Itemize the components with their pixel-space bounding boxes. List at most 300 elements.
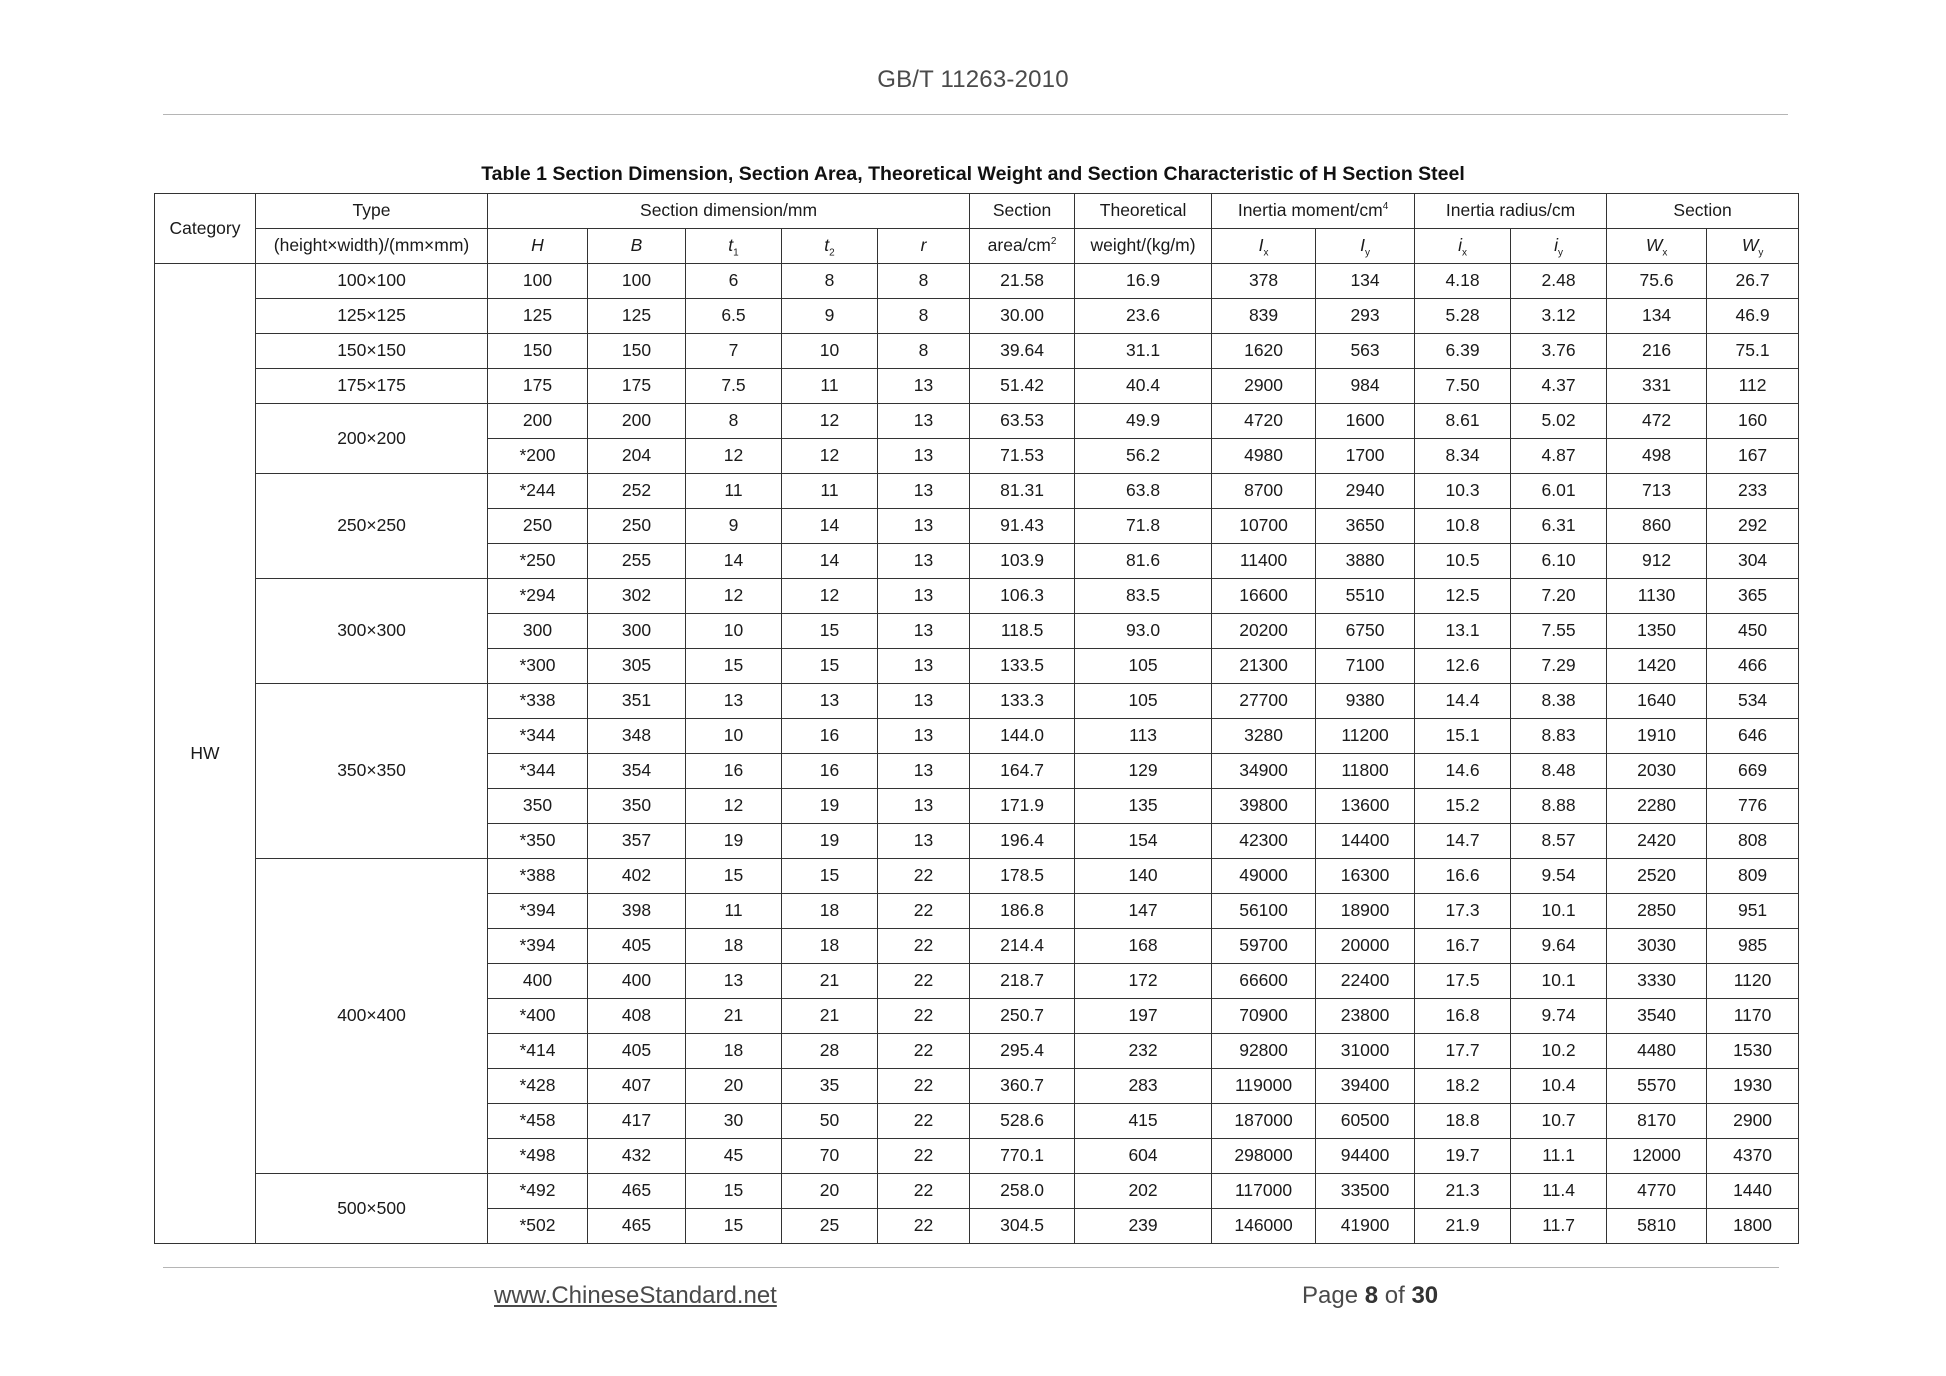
table-cell: 304.5 xyxy=(970,1209,1075,1244)
col-B: B xyxy=(588,229,686,264)
table-cell: 11.1 xyxy=(1511,1139,1607,1174)
table-cell: 15.2 xyxy=(1415,789,1511,824)
table-cell: 22400 xyxy=(1316,964,1415,999)
table-cell: 1120 xyxy=(1707,964,1799,999)
table-cell: 22 xyxy=(878,929,970,964)
table-cell: 106.3 xyxy=(970,579,1075,614)
table-cell: 13 xyxy=(878,824,970,859)
col-type-line1: Type xyxy=(256,194,488,229)
table-cell: 12.5 xyxy=(1415,579,1511,614)
table-cell: *394 xyxy=(488,894,588,929)
h-section-steel-table xyxy=(154,193,1799,1244)
table-cell: 15 xyxy=(686,649,782,684)
table-cell: 13.1 xyxy=(1415,614,1511,649)
col-category: Category xyxy=(155,194,256,264)
table-cell: 164.7 xyxy=(970,754,1075,789)
table-cell: 30.00 xyxy=(970,299,1075,334)
table-cell: 4370 xyxy=(1707,1139,1799,1174)
table-body xyxy=(155,264,1799,1244)
table-cell: 10.1 xyxy=(1511,894,1607,929)
col-iy: $i_y$ xyxy=(1511,229,1607,264)
table-cell: 15 xyxy=(782,859,878,894)
table-cell: 465 xyxy=(588,1209,686,1244)
table-cell: 8 xyxy=(686,404,782,439)
table-cell: 1800 xyxy=(1707,1209,1799,1244)
col-weight-line2: weight/(kg/m) xyxy=(1075,229,1212,264)
table-cell: 16 xyxy=(782,754,878,789)
type-cell: 100×100 xyxy=(256,264,488,299)
table-cell: 46.9 xyxy=(1707,299,1799,334)
col-section-modulus: Section xyxy=(1607,194,1799,229)
col-section-dimension: Section dimension/mm xyxy=(488,194,970,229)
table-cell: 3280 xyxy=(1212,719,1316,754)
table-cell: 13 xyxy=(686,964,782,999)
table-cell: 669 xyxy=(1707,754,1799,789)
table-cell: 18.2 xyxy=(1415,1069,1511,1104)
table-cell: 239 xyxy=(1075,1209,1212,1244)
table-cell: 49000 xyxy=(1212,859,1316,894)
table-cell: 13 xyxy=(878,544,970,579)
table-cell: 432 xyxy=(588,1139,686,1174)
type-cell: 350×350 xyxy=(256,684,488,859)
table-cell: 13 xyxy=(782,684,878,719)
table-cell: 7.50 xyxy=(1415,369,1511,404)
table-cell: 12 xyxy=(686,789,782,824)
table-cell: 5.28 xyxy=(1415,299,1511,334)
table-cell: *458 xyxy=(488,1104,588,1139)
table-cell: 302 xyxy=(588,579,686,614)
table-cell: 16.7 xyxy=(1415,929,1511,964)
table-cell: 22 xyxy=(878,964,970,999)
table-cell: 7 xyxy=(686,334,782,369)
page-word: Page xyxy=(1302,1282,1359,1309)
table-cell: 10.1 xyxy=(1511,964,1607,999)
table-cell: 16600 xyxy=(1212,579,1316,614)
table-cell: 14 xyxy=(782,544,878,579)
table-cell: 17.7 xyxy=(1415,1034,1511,1069)
table-cell: 365 xyxy=(1707,579,1799,614)
table-cell: 354 xyxy=(588,754,686,789)
table-cell: 15 xyxy=(782,614,878,649)
table-cell: 304 xyxy=(1707,544,1799,579)
table-cell: 10.5 xyxy=(1415,544,1511,579)
table-cell: 175 xyxy=(488,369,588,404)
table-cell: 70 xyxy=(782,1139,878,1174)
table-cell: 28 xyxy=(782,1034,878,1069)
table-cell: 2280 xyxy=(1607,789,1707,824)
table-cell: 10.3 xyxy=(1415,474,1511,509)
col-t2: $t_2$ xyxy=(782,229,878,264)
page-indicator xyxy=(1302,1282,1438,1310)
table-cell: 809 xyxy=(1707,859,1799,894)
table-cell: 100 xyxy=(488,264,588,299)
table-cell: 92800 xyxy=(1212,1034,1316,1069)
table-cell: 17.5 xyxy=(1415,964,1511,999)
table-cell: 7.5 xyxy=(686,369,782,404)
table-cell: 1640 xyxy=(1607,684,1707,719)
table-cell: 13 xyxy=(686,684,782,719)
table-cell: 300 xyxy=(588,614,686,649)
table-cell: *344 xyxy=(488,719,588,754)
table-cell: 839 xyxy=(1212,299,1316,334)
table-cell: 13 xyxy=(878,719,970,754)
table-cell: 22 xyxy=(878,1069,970,1104)
table-cell: 14.4 xyxy=(1415,684,1511,719)
table-cell: 31000 xyxy=(1316,1034,1415,1069)
table-cell: 12.6 xyxy=(1415,649,1511,684)
table-cell: 75.6 xyxy=(1607,264,1707,299)
table-cell: 13 xyxy=(878,789,970,824)
table-cell: 21.9 xyxy=(1415,1209,1511,1244)
table-cell: 42300 xyxy=(1212,824,1316,859)
table-cell: 9 xyxy=(686,509,782,544)
table-cell: 400 xyxy=(588,964,686,999)
table-cell: 5510 xyxy=(1316,579,1415,614)
table-cell: 56100 xyxy=(1212,894,1316,929)
col-type-line2: (height×width)/(mm×mm) xyxy=(256,229,488,264)
table-cell: 135 xyxy=(1075,789,1212,824)
table-cell: 4.18 xyxy=(1415,264,1511,299)
table-cell: 7.20 xyxy=(1511,579,1607,614)
table-cell: 9.74 xyxy=(1511,999,1607,1034)
table-cell: *388 xyxy=(488,859,588,894)
table-container xyxy=(154,193,1798,1244)
table-row xyxy=(155,264,1799,299)
table-cell: 14400 xyxy=(1316,824,1415,859)
table-cell: 378 xyxy=(1212,264,1316,299)
table-cell: 17.3 xyxy=(1415,894,1511,929)
table-cell: 20000 xyxy=(1316,929,1415,964)
table-cell: 23800 xyxy=(1316,999,1415,1034)
table-cell: 11200 xyxy=(1316,719,1415,754)
table-cell: 8 xyxy=(782,264,878,299)
table-cell: 129 xyxy=(1075,754,1212,789)
table-cell: 1130 xyxy=(1607,579,1707,614)
table-cell: 10.4 xyxy=(1511,1069,1607,1104)
col-Ix: $I_x$ xyxy=(1212,229,1316,264)
table-cell: 197 xyxy=(1075,999,1212,1034)
table-cell: 34900 xyxy=(1212,754,1316,789)
col-Wy: $W_y$ xyxy=(1707,229,1799,264)
type-cell: 175×175 xyxy=(256,369,488,404)
table-cell: 105 xyxy=(1075,649,1212,684)
table-cell: 175 xyxy=(588,369,686,404)
table-cell: 646 xyxy=(1707,719,1799,754)
table-cell: 214.4 xyxy=(970,929,1075,964)
table-cell: 16.6 xyxy=(1415,859,1511,894)
type-cell: 200×200 xyxy=(256,404,488,474)
table-row xyxy=(155,1174,1799,1209)
table-cell: 5810 xyxy=(1607,1209,1707,1244)
table-cell: 985 xyxy=(1707,929,1799,964)
table-cell: 8.57 xyxy=(1511,824,1607,859)
table-cell: 119000 xyxy=(1212,1069,1316,1104)
type-cell: 250×250 xyxy=(256,474,488,579)
table-cell: 351 xyxy=(588,684,686,719)
table-cell: 49.9 xyxy=(1075,404,1212,439)
table-cell: 51.42 xyxy=(970,369,1075,404)
table-cell: 6.39 xyxy=(1415,334,1511,369)
table-cell: 465 xyxy=(588,1174,686,1209)
table-cell: 113 xyxy=(1075,719,1212,754)
table-cell: 171.9 xyxy=(970,789,1075,824)
table-cell: 9380 xyxy=(1316,684,1415,719)
table-cell: *502 xyxy=(488,1209,588,1244)
col-weight-line1: Theoretical xyxy=(1075,194,1212,229)
table-cell: 144.0 xyxy=(970,719,1075,754)
table-cell: 8 xyxy=(878,299,970,334)
table-cell: 13600 xyxy=(1316,789,1415,824)
table-cell: 16.9 xyxy=(1075,264,1212,299)
table-cell: 11.7 xyxy=(1511,1209,1607,1244)
table-cell: 233 xyxy=(1707,474,1799,509)
table-cell: 4.87 xyxy=(1511,439,1607,474)
table-cell: 19.7 xyxy=(1415,1139,1511,1174)
table-row xyxy=(155,369,1799,404)
table-cell: 22 xyxy=(878,999,970,1034)
table-cell: 13 xyxy=(878,684,970,719)
table-cell: 91.43 xyxy=(970,509,1075,544)
table-cell: 13 xyxy=(878,579,970,614)
table-cell: 2900 xyxy=(1212,369,1316,404)
table-cell: 154 xyxy=(1075,824,1212,859)
table-cell: 408 xyxy=(588,999,686,1034)
table-cell: 150 xyxy=(488,334,588,369)
website-link[interactable]: www.ChineseStandard.net xyxy=(494,1282,777,1309)
table-cell: 11 xyxy=(782,369,878,404)
col-Iy: $I_y$ xyxy=(1316,229,1415,264)
table-cell: 20200 xyxy=(1212,614,1316,649)
page-number: 8 xyxy=(1364,1282,1379,1309)
table-cell: 13 xyxy=(878,509,970,544)
col-inertia-radius: Inertia radius/cm xyxy=(1415,194,1607,229)
table-cell: 81.31 xyxy=(970,474,1075,509)
table-cell: 13 xyxy=(878,754,970,789)
table-cell: 21 xyxy=(782,999,878,1034)
table-cell: 56.2 xyxy=(1075,439,1212,474)
table-cell: 2520 xyxy=(1607,859,1707,894)
table-cell: 25 xyxy=(782,1209,878,1244)
table-cell: 41900 xyxy=(1316,1209,1415,1244)
table-cell: 66600 xyxy=(1212,964,1316,999)
table-cell: 70900 xyxy=(1212,999,1316,1034)
table-cell: 7.55 xyxy=(1511,614,1607,649)
table-cell: 6750 xyxy=(1316,614,1415,649)
table-cell: 204 xyxy=(588,439,686,474)
table-cell: *400 xyxy=(488,999,588,1034)
table-cell: 528.6 xyxy=(970,1104,1075,1139)
col-inertia-moment: Inertia moment/$cm^4$ xyxy=(1212,194,1415,229)
table-cell: 300 xyxy=(488,614,588,649)
table-cell: 10 xyxy=(686,614,782,649)
table-cell: 713 xyxy=(1607,474,1707,509)
table-cell: 15 xyxy=(686,1209,782,1244)
table-cell: 94400 xyxy=(1316,1139,1415,1174)
table-cell: 178.5 xyxy=(970,859,1075,894)
table-cell: 50 xyxy=(782,1104,878,1139)
table-cell: *344 xyxy=(488,754,588,789)
table-cell: 19 xyxy=(782,824,878,859)
table-cell: 186.8 xyxy=(970,894,1075,929)
table-cell: 1530 xyxy=(1707,1034,1799,1069)
table-cell: 172 xyxy=(1075,964,1212,999)
table-cell: 8 xyxy=(878,334,970,369)
table-cell: 11 xyxy=(686,474,782,509)
table-row xyxy=(155,684,1799,719)
table-cell: 19 xyxy=(686,824,782,859)
table-cell: 10.2 xyxy=(1511,1034,1607,1069)
table-cell: 250 xyxy=(588,509,686,544)
table-cell: 3880 xyxy=(1316,544,1415,579)
table-cell: 808 xyxy=(1707,824,1799,859)
table-cell: 12 xyxy=(686,439,782,474)
table-cell: 8170 xyxy=(1607,1104,1707,1139)
table-cell: 1600 xyxy=(1316,404,1415,439)
table-cell: *428 xyxy=(488,1069,588,1104)
table-cell: 405 xyxy=(588,1034,686,1069)
table-cell: 360.7 xyxy=(970,1069,1075,1104)
header-row-2 xyxy=(155,229,1799,264)
table-cell: 18 xyxy=(782,929,878,964)
table-cell: 13 xyxy=(878,369,970,404)
table-cell: 150 xyxy=(588,334,686,369)
table-cell: 12 xyxy=(782,579,878,614)
table-caption: Table 1 Section Dimension, Section Area, Theoretical Weight and Section Characteristic of H Section Steel xyxy=(481,163,1465,185)
page-total: 30 xyxy=(1411,1282,1439,1309)
table-cell: 14.7 xyxy=(1415,824,1511,859)
table-cell: 12000 xyxy=(1607,1139,1707,1174)
header-divider xyxy=(163,114,1788,115)
table-cell: 13 xyxy=(878,474,970,509)
table-cell: 776 xyxy=(1707,789,1799,824)
table-cell: 18 xyxy=(686,929,782,964)
table-cell: 13 xyxy=(878,614,970,649)
table-cell: 4480 xyxy=(1607,1034,1707,1069)
col-ix: $i_x$ xyxy=(1415,229,1511,264)
table-cell: 8.88 xyxy=(1511,789,1607,824)
table-cell: 951 xyxy=(1707,894,1799,929)
table-cell: *492 xyxy=(488,1174,588,1209)
table-cell: 10.8 xyxy=(1415,509,1511,544)
table-cell: 75.1 xyxy=(1707,334,1799,369)
table-cell: 2.48 xyxy=(1511,264,1607,299)
table-cell: 402 xyxy=(588,859,686,894)
table-cell: 6.01 xyxy=(1511,474,1607,509)
table-cell: 3.76 xyxy=(1511,334,1607,369)
table-cell: 16.8 xyxy=(1415,999,1511,1034)
type-cell: 500×500 xyxy=(256,1174,488,1244)
table-cell: 400 xyxy=(488,964,588,999)
table-cell: 417 xyxy=(588,1104,686,1139)
table-cell: 14 xyxy=(782,509,878,544)
table-cell: *300 xyxy=(488,649,588,684)
table-cell: *414 xyxy=(488,1034,588,1069)
table-cell: 3030 xyxy=(1607,929,1707,964)
table-cell: 11.4 xyxy=(1511,1174,1607,1209)
table-cell: 125 xyxy=(588,299,686,334)
table-cell: 22 xyxy=(878,1139,970,1174)
table-cell: 93.0 xyxy=(1075,614,1212,649)
table-head xyxy=(155,194,1799,264)
table-cell: 125 xyxy=(488,299,588,334)
table-cell: 22 xyxy=(878,1034,970,1069)
table-cell: 405 xyxy=(588,929,686,964)
table-cell: 472 xyxy=(1607,404,1707,439)
table-cell: 168 xyxy=(1075,929,1212,964)
table-cell: 498 xyxy=(1607,439,1707,474)
table-cell: 10 xyxy=(782,334,878,369)
header-row-1 xyxy=(155,194,1799,229)
col-area-line2: area/$cm^2$ xyxy=(970,229,1075,264)
table-cell: 292 xyxy=(1707,509,1799,544)
table-cell: 563 xyxy=(1316,334,1415,369)
table-cell: 12 xyxy=(782,439,878,474)
type-cell: 125×125 xyxy=(256,299,488,334)
table-cell: 134 xyxy=(1316,264,1415,299)
table-cell: 11400 xyxy=(1212,544,1316,579)
table-cell: 8.48 xyxy=(1511,754,1607,789)
table-cell: 3330 xyxy=(1607,964,1707,999)
table-cell: 11 xyxy=(686,894,782,929)
table-cell: 14.6 xyxy=(1415,754,1511,789)
table-cell: 33500 xyxy=(1316,1174,1415,1209)
table-cell: 912 xyxy=(1607,544,1707,579)
table-cell: 8.61 xyxy=(1415,404,1511,439)
table-cell: 15.1 xyxy=(1415,719,1511,754)
table-cell: 305 xyxy=(588,649,686,684)
table-cell: 3.12 xyxy=(1511,299,1607,334)
table-row xyxy=(155,859,1799,894)
table-cell: 1170 xyxy=(1707,999,1799,1034)
table-cell: 216 xyxy=(1607,334,1707,369)
table-row xyxy=(155,334,1799,369)
table-cell: 11800 xyxy=(1316,754,1415,789)
table-cell: 2850 xyxy=(1607,894,1707,929)
table-cell: *350 xyxy=(488,824,588,859)
table-cell: 4720 xyxy=(1212,404,1316,439)
table-cell: 21300 xyxy=(1212,649,1316,684)
table-cell: 4770 xyxy=(1607,1174,1707,1209)
table-cell: 118.5 xyxy=(970,614,1075,649)
table-cell: 167 xyxy=(1707,439,1799,474)
table-cell: 21 xyxy=(782,964,878,999)
table-cell: 415 xyxy=(1075,1104,1212,1139)
table-cell: 22 xyxy=(878,894,970,929)
table-cell: 218.7 xyxy=(970,964,1075,999)
table-cell: 60500 xyxy=(1316,1104,1415,1139)
table-cell: 466 xyxy=(1707,649,1799,684)
table-cell: 8.83 xyxy=(1511,719,1607,754)
table-cell: 298000 xyxy=(1212,1139,1316,1174)
table-cell: 252 xyxy=(588,474,686,509)
table-cell: 6 xyxy=(686,264,782,299)
table-cell: 7100 xyxy=(1316,649,1415,684)
table-cell: 8 xyxy=(878,264,970,299)
table-cell: 2940 xyxy=(1316,474,1415,509)
table-cell: 18 xyxy=(686,1034,782,1069)
table-cell: 12 xyxy=(686,579,782,614)
table-cell: 12 xyxy=(782,404,878,439)
table-cell: 22 xyxy=(878,1104,970,1139)
table-cell: 770.1 xyxy=(970,1139,1075,1174)
table-cell: 13 xyxy=(878,404,970,439)
table-cell: 1420 xyxy=(1607,649,1707,684)
table-cell: 8700 xyxy=(1212,474,1316,509)
table-cell: 14 xyxy=(686,544,782,579)
of-word: of xyxy=(1384,1282,1405,1309)
type-cell: 400×400 xyxy=(256,859,488,1174)
table-row xyxy=(155,579,1799,614)
